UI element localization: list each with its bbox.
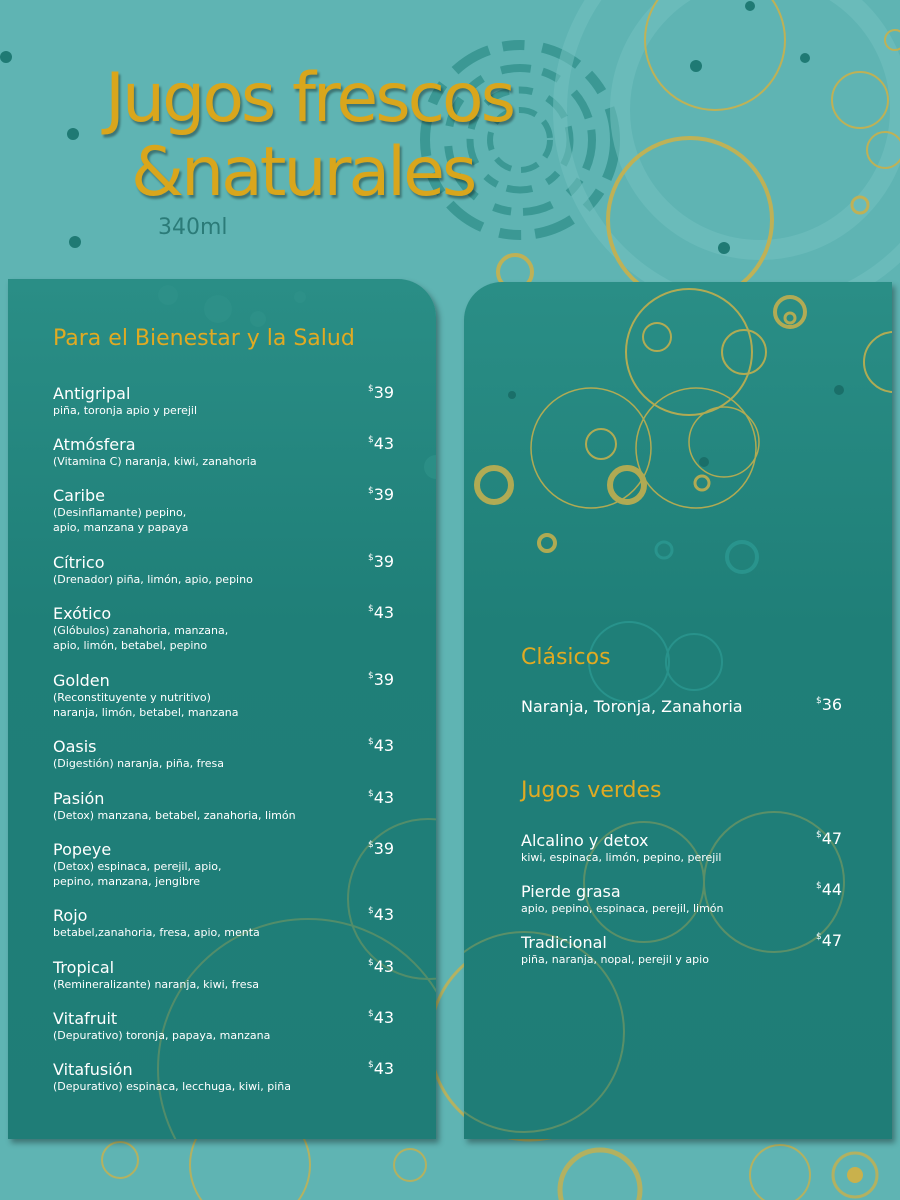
item-price [368,485,394,504]
item-desc: piña, toronja apio y perejil [53,404,198,417]
item-price [368,552,394,571]
currency: $ [368,958,374,968]
currency: $ [368,789,374,799]
price-value: 47 [821,829,843,848]
currency: $ [816,830,822,840]
menu-item [53,487,188,535]
price-value: 43 [373,957,395,976]
item-price [368,670,394,689]
item-name: Tropical [53,958,115,977]
menu-item [53,790,296,823]
currency: $ [368,1009,374,1019]
item-name: Popeye [53,840,112,859]
price-value: 43 [373,1059,395,1078]
currency: $ [368,737,374,747]
price-value: 39 [373,383,395,402]
menu-item [53,907,260,940]
title-line-2: &naturales [131,133,475,212]
title-line-1: Jugos frescos [105,59,514,138]
item-price [368,957,394,976]
item-name: Antigripal [53,384,131,403]
item-name: Vitafruit [53,1009,118,1028]
size-label: 340ml [158,215,228,240]
item-desc: (Detox) espinaca, perejil, apio, pepino, manzana, jengibre [53,860,222,888]
item-desc: (Remineralizante) naranja, kiwi, fresa [53,978,260,991]
item-price [816,829,842,848]
item-price [816,695,842,714]
currency: $ [368,840,374,850]
item-desc: (Glóbulos) zanahoria, manzana, apio, limón, betabel, pepino [53,624,229,652]
item-price [368,905,394,924]
currency: $ [368,486,374,496]
price-value: 39 [373,839,395,858]
section-title-verdes: Jugos verdes [521,778,662,803]
item-price [368,603,394,622]
price-value: 36 [821,695,843,714]
item-desc: (Desinflamante) pepino, apio, manzana y papaya [53,506,189,534]
panel-bienestar [8,279,436,1139]
item-desc: piña, naranja, nopal, perejil y apio [521,953,709,966]
item-desc: (Depurativo) toronja, papaya, manzana [53,1029,271,1042]
price-value: 44 [821,880,843,899]
menu-item [53,672,239,720]
price-value: 39 [373,670,395,689]
menu-item [521,883,724,916]
section-title-clasicos: Clásicos [521,645,611,670]
item-name: Golden [53,671,110,690]
price-value: 43 [373,1008,395,1027]
menu-item [521,934,709,967]
item-name: Cítrico [53,553,105,572]
currency: $ [816,881,822,891]
item-price [368,839,394,858]
menu-item [53,385,197,418]
item-name: Pierde grasa [521,882,621,901]
menu-item [53,554,253,587]
menu-item [53,959,259,992]
currency: $ [368,435,374,445]
item-name: Pasión [53,789,105,808]
item-desc: kiwi, espinaca, limón, pepino, perejil [521,851,722,864]
item-desc: apio, pepino, espinaca, perejil, limón [521,902,724,915]
item-price [816,931,842,950]
item-price [368,1008,394,1027]
menu-item [53,841,222,889]
item-desc: (Drenador) piña, limón, apio, pepino [53,573,253,586]
menu-item [521,832,721,865]
item-price [368,788,394,807]
price-value: 43 [373,736,395,755]
menu-item [53,436,257,469]
currency: $ [368,671,374,681]
section-title-bienestar: Para el Bienestar y la Salud [53,326,355,351]
item-name: Rojo [53,906,88,925]
currency: $ [816,696,822,706]
price-value: 43 [373,905,395,924]
item-desc: (Vitamina C) naranja, kiwi, zanahoria [53,455,257,468]
price-value: 43 [373,788,395,807]
price-value: 39 [373,552,395,571]
currency: $ [368,604,374,614]
panel-clasicos-verdes [464,282,892,1139]
menu-item [53,1061,291,1094]
item-price [368,383,394,402]
item-price [368,434,394,453]
item-name: Exótico [53,604,112,623]
item-name: Vitafusión [53,1060,133,1079]
item-desc: (Depurativo) espinaca, lecchuga, kiwi, piña [53,1080,291,1093]
item-name: Tradicional [521,933,607,952]
currency: $ [368,553,374,563]
item-price [368,1059,394,1078]
item-name: Alcalino y detox [521,831,649,850]
item-name: Atmósfera [53,435,136,454]
item-name: Caribe [53,486,105,505]
item-desc: (Reconstituyente y nutritivo) naranja, limón, betabel, manzana [53,691,239,719]
price-value: 43 [373,434,395,453]
menu-item [521,698,743,716]
price-value: 39 [373,485,395,504]
currency: $ [368,906,374,916]
currency: $ [368,1060,374,1070]
item-price [368,736,394,755]
item-desc: (Detox) manzana, betabel, zanahoria, limón [53,809,296,822]
item-desc: betabel,zanahoria, fresa, apio, menta [53,926,260,939]
item-name: Naranja, Toronja, Zanahoria [521,697,743,716]
item-desc: (Digestión) naranja, piña, fresa [53,757,225,770]
menu-item [53,1010,270,1043]
item-price [816,880,842,899]
item-name: Oasis [53,737,97,756]
menu-item [53,605,228,653]
price-value: 43 [373,603,395,622]
menu-item [53,738,224,771]
currency: $ [816,932,822,942]
menu-title [105,59,514,212]
price-value: 47 [821,931,843,950]
currency: $ [368,384,374,394]
